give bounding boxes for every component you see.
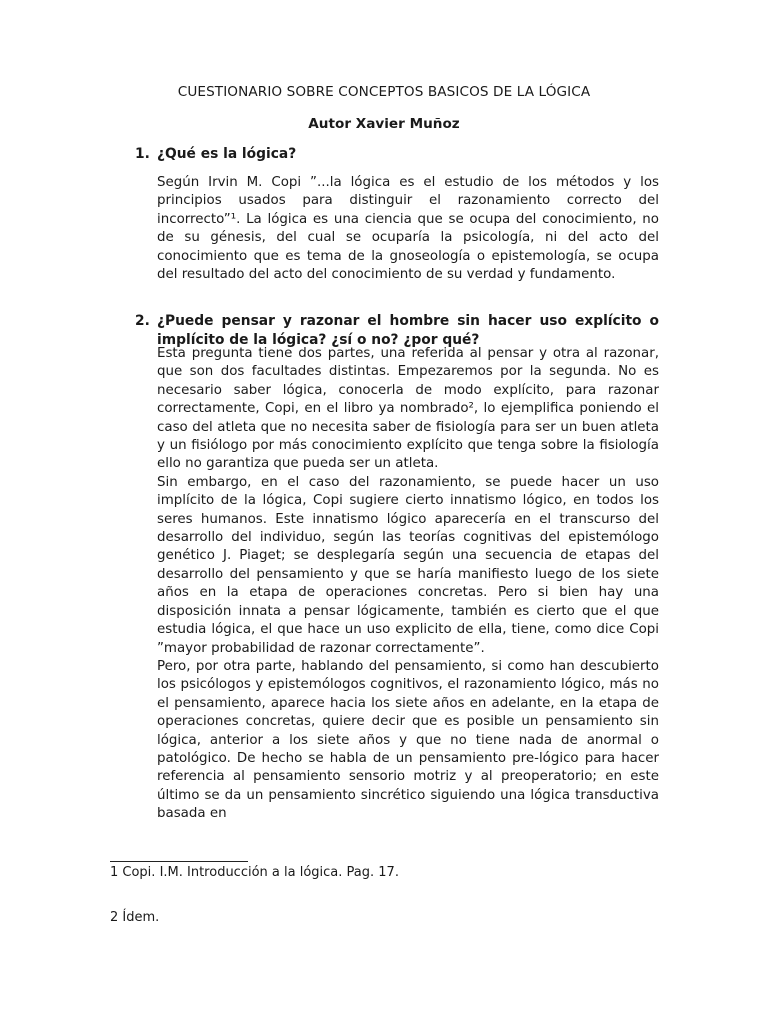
footnote-2: 2 Ídem.	[110, 910, 160, 925]
answer-1-paragraph-1: Según Irvin M. Copi ”...la lógica es el estudio de los métodos y los principios usados para distinguir el razonamiento correcto del incorrecto”¹. La lógica es una ciencia que se ocupa del conocimiento, no de su génesis, del cual se ocuparía la psicología, ni del acto del conocimiento que es tema de la gnoseología o epistemología, se ocupa del resultado del acto del conocimiento de su verdad y fundamento.	[157, 175, 659, 283]
answer-2	[157, 345, 659, 824]
question-1-heading	[135, 145, 659, 164]
question-2-text: ¿Puede pensar y razonar el hombre sin hacer uso explícito o implícito de la lógica? ¿sí o no? ¿por qué?	[157, 313, 659, 348]
answer-2-paragraph-3: Pero, por otra parte, hablando del pensamiento, si como han descubierto los psicólogos y epistemólogos cognitivos, el razonamiento lógico, más no el pensamiento, aparece hacia los siete años en adelante, en la etapa de operaciones concretas, quiere decir que es posible un pensamiento sin lógica, anterior a los siete años y que no tiene nada de anormal o patológico. De hecho se habla de un pensamiento pre-lógico para hacer referencia al pensamiento sensorio motriz y al preoperatorio; en este último se da un pensamiento sincrético siguiendo una lógica transductiva basada en	[157, 658, 659, 822]
question-2-number: 2.	[135, 313, 150, 329]
question-1-text: ¿Qué es la lógica?	[157, 146, 297, 162]
answer-2-paragraph-2: Sin embargo, en el caso del razonamiento, se puede hacer un uso implícito de la lógica, Copi sugiere cierto innatismo lógico, en todos los seres humanos. Este innatismo lógico aparecería en el transcurso del desarrollo del individuo, según las teorías cognitivas del epistemólogo genético J. Piaget; se desplegaría según una secuencia de etapas del desarrollo del pensamiento y que se haría manifiesto luego de los siete años en la etapa de operaciones concretas. Pero si bien hay una disposición innata a pensar lógicamente, también es cierto que el que estudia lógica, el que hace un uso explicito de ella, tiene, como dice Copi ”mayor probabilidad de razonar correctamente”.	[157, 474, 659, 656]
answer-1	[157, 174, 659, 284]
footnote-1: 1 Copi. I.M. Introducción a la lógica. Pag. 17.	[110, 865, 399, 880]
document-title: CUESTIONARIO SOBRE CONCEPTOS BASICOS DE LA LÓGICA	[177, 84, 591, 100]
document-author: Autor Xavier Muñoz	[308, 116, 460, 132]
question-1-number: 1.	[135, 146, 150, 162]
answer-2-paragraph-1: Esta pregunta tiene dos partes, una referida al pensar y otra al razonar, que son dos facultades distintas. Empezaremos por la segunda. No es necesario saber lógica, conocerla de modo explícito, para razonar correctamente, Copi, en el libro ya nombrado², lo ejemplifica poniendo el caso del atleta que no necesita saber de fisiología para ser un buen atleta y un fisiólogo por más conocimiento explícito que tenga sobre la fisiología ello no garantiza que pueda ser un atleta.	[157, 346, 659, 472]
footnote-separator	[110, 861, 248, 862]
